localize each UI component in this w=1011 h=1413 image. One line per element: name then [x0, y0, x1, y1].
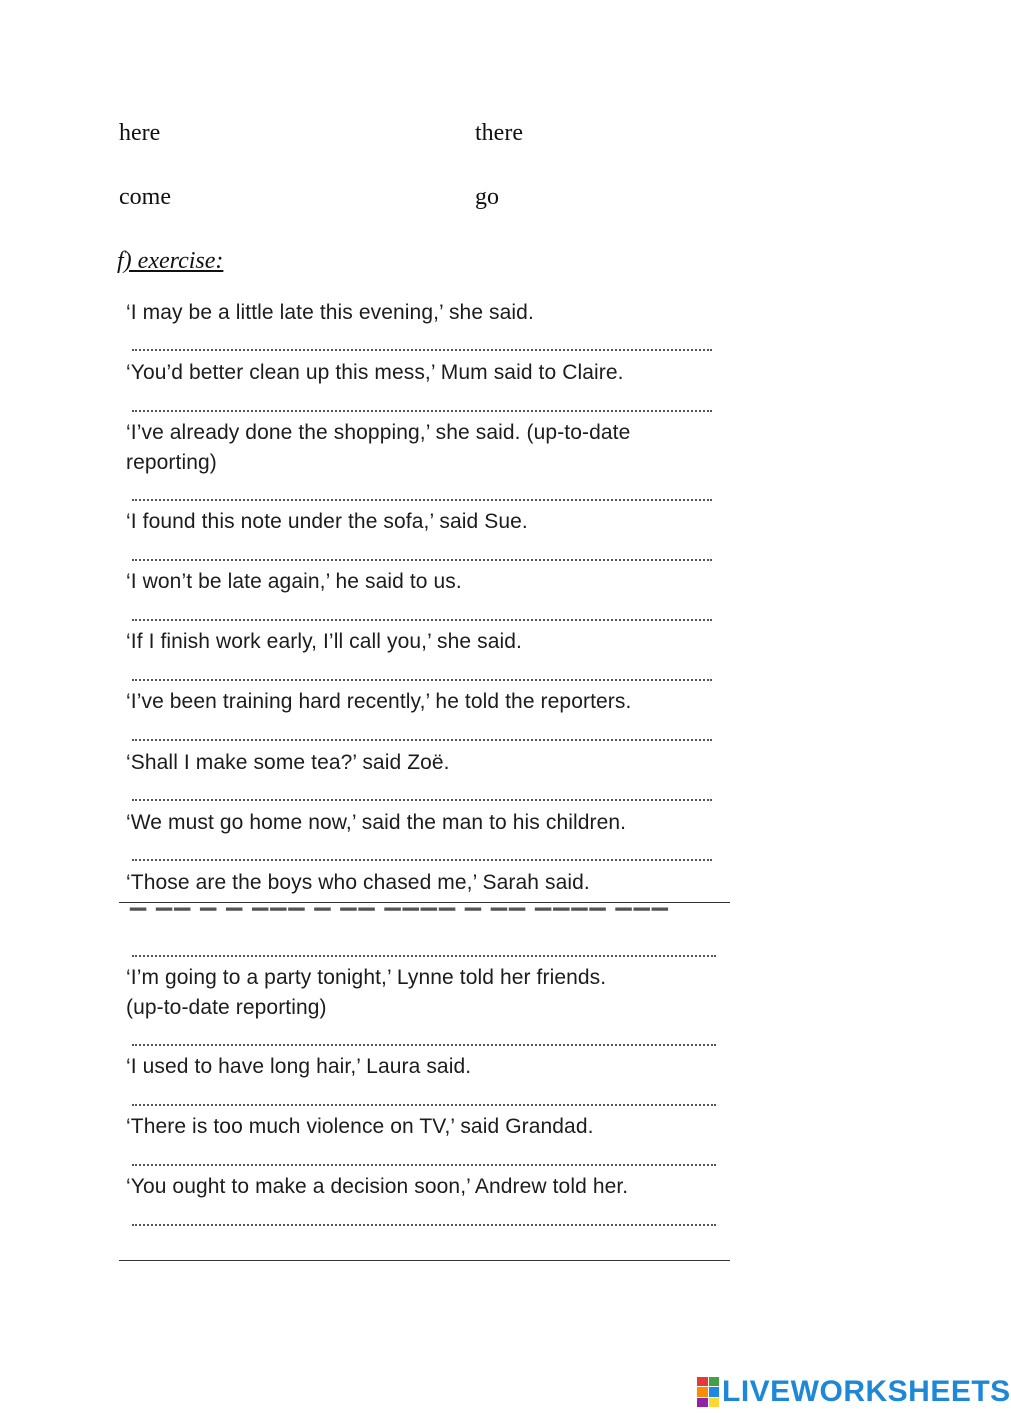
- answer-input-13[interactable]: [132, 1146, 716, 1166]
- answer-input-1[interactable]: [132, 331, 712, 351]
- answer-input-7[interactable]: [132, 721, 712, 741]
- exercise-item-7: [126, 687, 726, 717]
- exercise-item-2: [126, 358, 726, 388]
- liveworksheets-wordmark: LIVEWORKSHEETS: [722, 1375, 1011, 1408]
- logo-mark-cell: [709, 1398, 720, 1407]
- answer-input-6[interactable]: [132, 661, 712, 681]
- item-text: ‘There is too much violence on TV,’ said Grandad.: [126, 1115, 594, 1138]
- word-go: go: [475, 184, 499, 210]
- item-text: ‘We must go home now,’ said the man to his children.: [126, 811, 627, 834]
- answer-input-2[interactable]: [132, 392, 712, 412]
- exercise-item-14: [126, 1172, 726, 1202]
- cropped-text-remnant-glyphs: ▔ ▔▔ ▔ ▔ ▔▔▔ ▔ ▔▔ ▔▔▔▔ ▔ ▔▔ ▔▔▔▔ ▔▔▔: [130, 909, 670, 932]
- item-text: ‘I’ve already done the shopping,’ she said. (up-to-date: [126, 421, 631, 444]
- logo-mark-cell: [697, 1377, 708, 1386]
- liveworksheets-logo-icon: [697, 1377, 719, 1407]
- word-here: here: [119, 120, 161, 146]
- item-text: ‘I’m going to a party tonight,’ Lynne told her friends.: [126, 966, 607, 989]
- word-there: there: [475, 120, 523, 146]
- exercise-item-9: [126, 808, 726, 838]
- answer-input-3[interactable]: [132, 481, 712, 501]
- liveworksheets-logo: [697, 1375, 1011, 1409]
- exercise-item-6: [126, 627, 726, 657]
- answer-input-9[interactable]: [132, 841, 712, 861]
- exercise-item-4: [126, 507, 726, 537]
- answer-input-5[interactable]: [132, 601, 712, 621]
- item-text: ‘I’ve been training hard recently,’ he told the reporters.: [126, 690, 632, 713]
- exercise-item-8: [126, 748, 726, 778]
- cropped-text-remnant: [130, 909, 670, 934]
- answer-input-10[interactable]: [132, 937, 716, 957]
- exercise-title: f) exercise:: [117, 248, 224, 274]
- exercise-item-3: [126, 418, 726, 478]
- logo-mark-cell: [709, 1387, 720, 1396]
- exercise-item-10: [126, 868, 726, 898]
- exercise-item-5: [126, 567, 726, 597]
- item-text: ‘Shall I make some tea?’ said Zoë.: [126, 751, 450, 774]
- item-text: ‘You ought to make a decision soon,’ Andrew told her.: [126, 1175, 629, 1198]
- exercise-item-13: [126, 1112, 726, 1142]
- item-text: ‘I used to have long hair,’ Laura said.: [126, 1055, 472, 1078]
- answer-input-8[interactable]: [132, 781, 712, 801]
- item-text: ‘You’d better clean up this mess,’ Mum said to Claire.: [126, 361, 624, 384]
- item-text: ‘If I finish work early, I’ll call you,’ she said.: [126, 630, 522, 653]
- item-text-continued: reporting): [126, 451, 217, 474]
- word-come: come: [119, 184, 171, 210]
- item-text: ‘I found this note under the sofa,’ said Sue.: [126, 510, 528, 533]
- answer-input-14[interactable]: [132, 1206, 716, 1226]
- answer-input-11[interactable]: [132, 1026, 716, 1046]
- item-text: ‘Those are the boys who chased me,’ Sarah said.: [126, 871, 590, 894]
- answer-input-12[interactable]: [132, 1086, 716, 1106]
- item-text: ‘I won’t be late again,’ he said to us.: [126, 570, 462, 593]
- item-text-continued: (up-to-date reporting): [126, 996, 327, 1019]
- answer-input-4[interactable]: [132, 541, 712, 561]
- exercise-item-12: [126, 1052, 726, 1082]
- logo-mark-cell: [697, 1387, 708, 1396]
- exercise-item-1: [126, 298, 726, 328]
- divider-line: [119, 902, 730, 903]
- logo-mark-cell: [697, 1398, 708, 1407]
- bottom-divider-line: [119, 1260, 730, 1261]
- item-text: ‘I may be a little late this evening,’ she said.: [126, 301, 534, 324]
- logo-mark-cell: [709, 1377, 720, 1386]
- exercise-item-11: [126, 963, 726, 1023]
